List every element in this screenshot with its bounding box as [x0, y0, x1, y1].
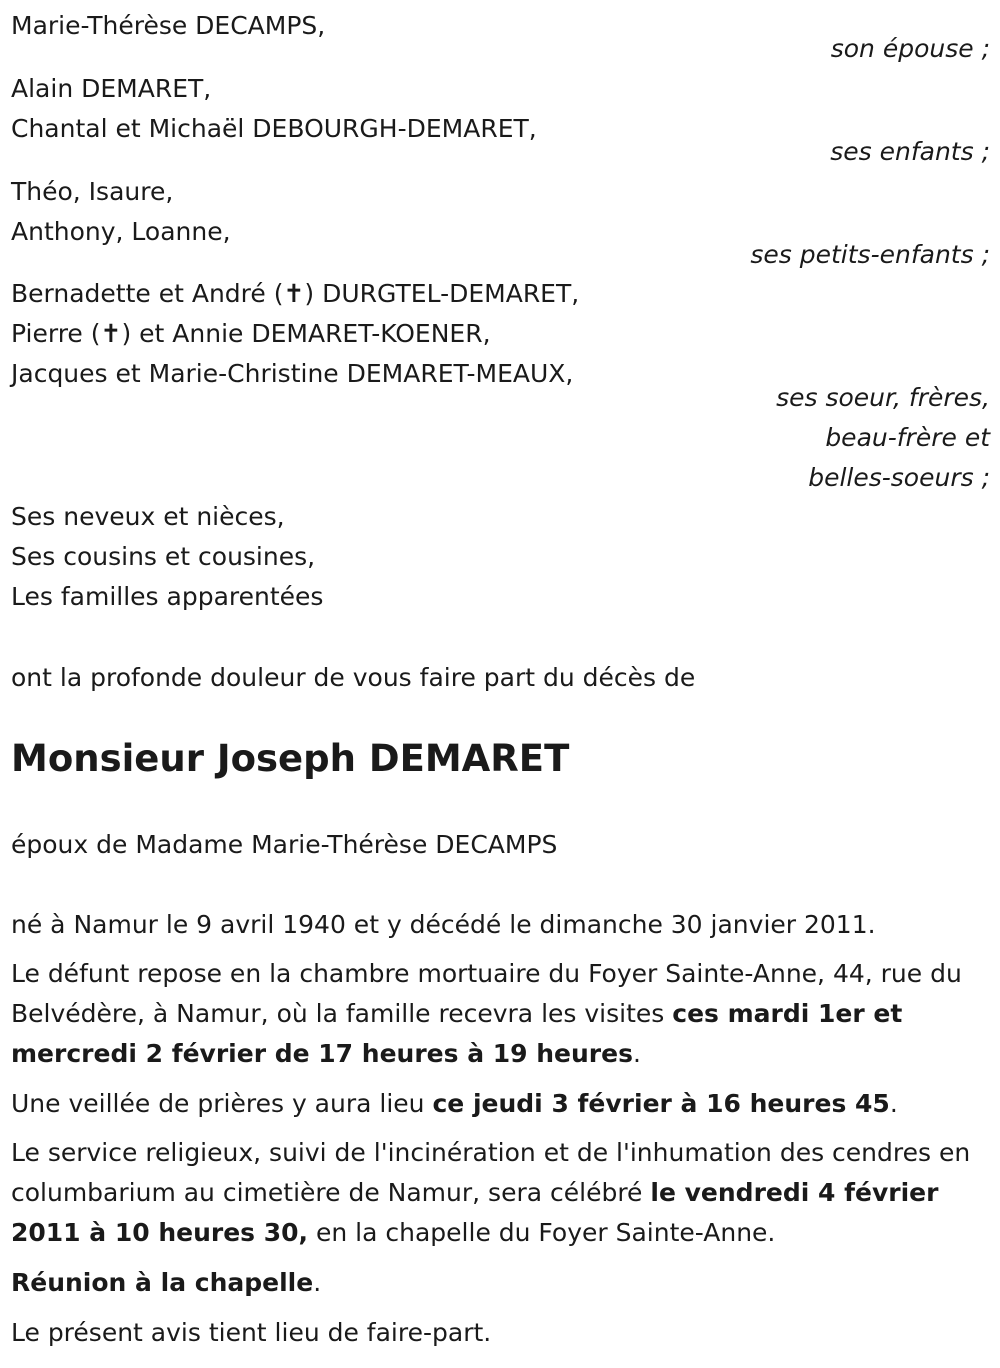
visitation-paragraph — [11, 954, 991, 1074]
name-line: Ses neveux et nièces, — [11, 502, 285, 531]
visitation-end: . — [632, 1039, 641, 1068]
name-line: Pierre (✝) et Annie DEMARET-KOENER, — [11, 319, 491, 348]
announcement: ont la profonde douleur de vous faire part du décès de — [11, 663, 696, 692]
children-names — [11, 69, 537, 149]
siblings-names — [11, 274, 579, 394]
vigil-end: . — [889, 1089, 898, 1118]
name-line: Anthony, Loanne, — [11, 217, 231, 246]
role-children: ses enfants ; — [830, 137, 990, 166]
meeting-text: Réunion à la chapelle — [11, 1268, 314, 1297]
name-line: Alain DEMARET, — [11, 74, 212, 103]
role-grandchildren: ses petits-enfants ; — [750, 240, 990, 269]
name-line: Ses cousins et cousines, — [11, 542, 316, 571]
role-line: ses soeur, frères, — [776, 383, 990, 412]
role-siblings — [776, 378, 990, 498]
name-line: Marie-Thérèse DECAMPS, — [11, 11, 326, 40]
spouse-names — [11, 6, 325, 46]
service-text: Le service religieux, suivi de l'incinération et de l'inhumation des cendres en columbarium au cimetière de Namur, sera célébré — [11, 1138, 971, 1207]
role-spouse: son épouse ; — [830, 34, 990, 63]
name-line: Bernadette et André (✝) DURGTEL-DEMARET, — [11, 279, 580, 308]
notice-line: Le présent avis tient lieu de faire-part. — [11, 1318, 492, 1347]
meeting-line — [11, 1263, 321, 1303]
meeting-end: . — [313, 1268, 322, 1297]
service-end: en la chapelle du Foyer Sainte-Anne. — [308, 1218, 776, 1247]
deceased-name: Monsieur Joseph DEMARET — [11, 737, 570, 780]
visitation-text: Le défunt repose en la chambre mortuaire du Foyer Sainte-Anne, 44, rue du Belvédère, à Namur, où la famille recevra les visites — [11, 959, 962, 1028]
vigil-date: ce jeudi 3 février à 16 heures 45 — [432, 1089, 890, 1118]
vigil-paragraph — [11, 1084, 991, 1124]
birth-death: né à Namur le 9 avril 1940 et y décédé le dimanche 30 janvier 2011. — [11, 910, 876, 939]
name-line: Les familles apparentées — [11, 582, 324, 611]
visitation-dates: ces mardi 1er et mercredi 2 février de 17 heures à 19 heures — [11, 999, 903, 1068]
grandchildren-names — [11, 172, 231, 252]
service-date: le vendredi 4 février 2011 à 10 heures 30, — [11, 1178, 939, 1247]
name-line: Chantal et Michaël DEBOURGH-DEMARET, — [11, 114, 537, 143]
name-line: Jacques et Marie-Christine DEMARET-MEAUX, — [11, 359, 574, 388]
service-paragraph — [11, 1133, 991, 1253]
vigil-text: Une veillée de prières y aura lieu — [11, 1089, 433, 1118]
name-line: Théo, Isaure, — [11, 177, 174, 206]
other-relatives — [11, 497, 323, 617]
role-line: belles-soeurs ; — [808, 463, 990, 492]
spouse-line: époux de Madame Marie-Thérèse DECAMPS — [11, 830, 558, 859]
role-line: beau-frère et — [825, 423, 990, 452]
